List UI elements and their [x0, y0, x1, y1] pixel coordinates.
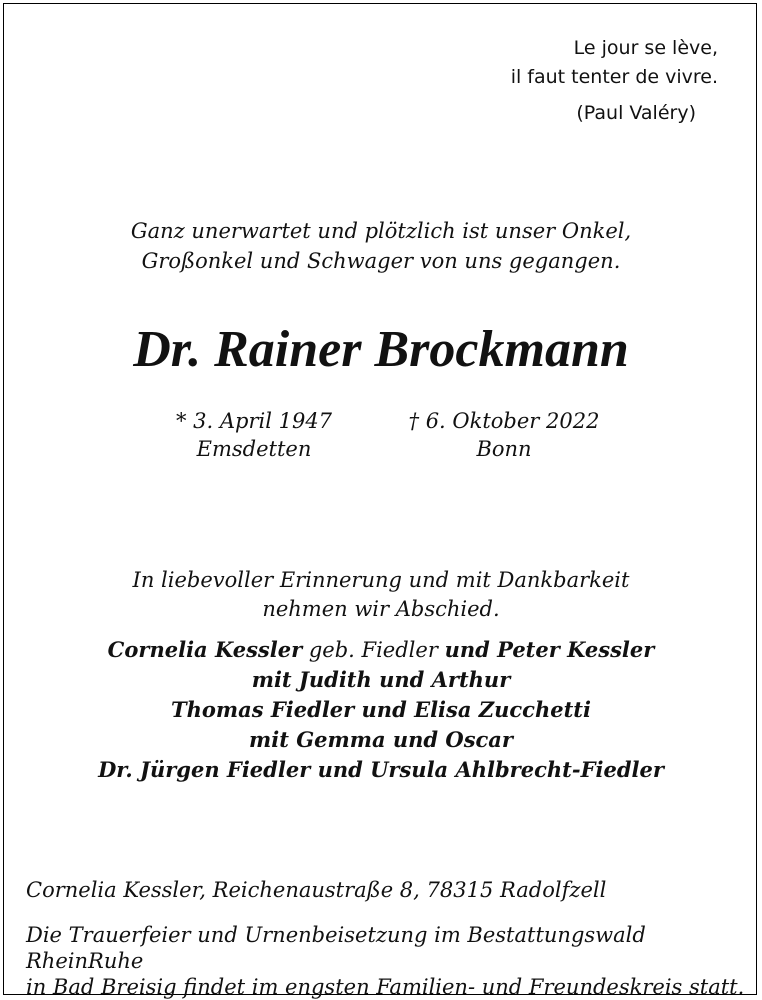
intro-line-2: Großonkel und Schwager von uns gegangen. [141, 249, 621, 273]
farewell-text [4, 566, 758, 624]
contact-address: Cornelia Kessler, Reichenaustraße 8, 78315 Radolfzell [26, 878, 607, 902]
mourners-list [4, 635, 758, 785]
birth-date: * 3. April 1947 [175, 409, 333, 433]
birth-info [154, 407, 354, 463]
death-date: † 6. Oktober 2022 [408, 409, 600, 433]
quote-line-1: Le jour se lève, [573, 37, 718, 59]
death-info [389, 407, 619, 463]
ceremony-line-1: Die Trauerfeier und Urnenbeisetzung im Bestattungswald RheinRuhe [26, 923, 646, 973]
mourner-children: mit Gemma und Oscar [249, 727, 513, 752]
mourner-name: Cornelia Kessler [107, 637, 303, 662]
ceremony-note [26, 922, 756, 1000]
mourner-line-4 [4, 725, 758, 755]
intro-line-1: Ganz unerwartet und plötzlich ist unser Onkel, [130, 219, 632, 243]
quote-line-2: il faut tenter de vivre. [510, 66, 718, 88]
maiden-name: geb. Fiedler [308, 638, 438, 662]
mourner-children: mit Judith und Arthur [251, 667, 511, 692]
mourner-line-3 [4, 695, 758, 725]
farewell-line-2: nehmen wir Abschied. [262, 597, 500, 621]
ceremony-line-2: in Bad Breisig findet im engsten Familien- und Freundeskreis statt. [26, 975, 745, 999]
mourner-names: Dr. Jürgen Fiedler und Ursula Ahlbrecht-Fiedler [98, 757, 664, 782]
farewell-line-1: In liebevoller Erinnerung und mit Dankbarkeit [132, 568, 630, 592]
mourner-line-2 [4, 665, 758, 695]
mourner-partner: und Peter Kessler [444, 637, 655, 662]
mourner-line-5 [4, 755, 758, 785]
birth-place: Emsdetten [196, 437, 312, 461]
quote-source: (Paul Valéry) [576, 102, 696, 124]
epigraph-quote [511, 34, 718, 128]
mourner-names: Thomas Fiedler und Elisa Zucchetti [171, 697, 591, 722]
deceased-name: Dr. Rainer Brockmann [133, 321, 629, 378]
intro-text [4, 216, 758, 276]
death-place: Bonn [476, 437, 532, 461]
obituary-notice [3, 3, 757, 999]
mourner-line-1 [4, 635, 758, 665]
